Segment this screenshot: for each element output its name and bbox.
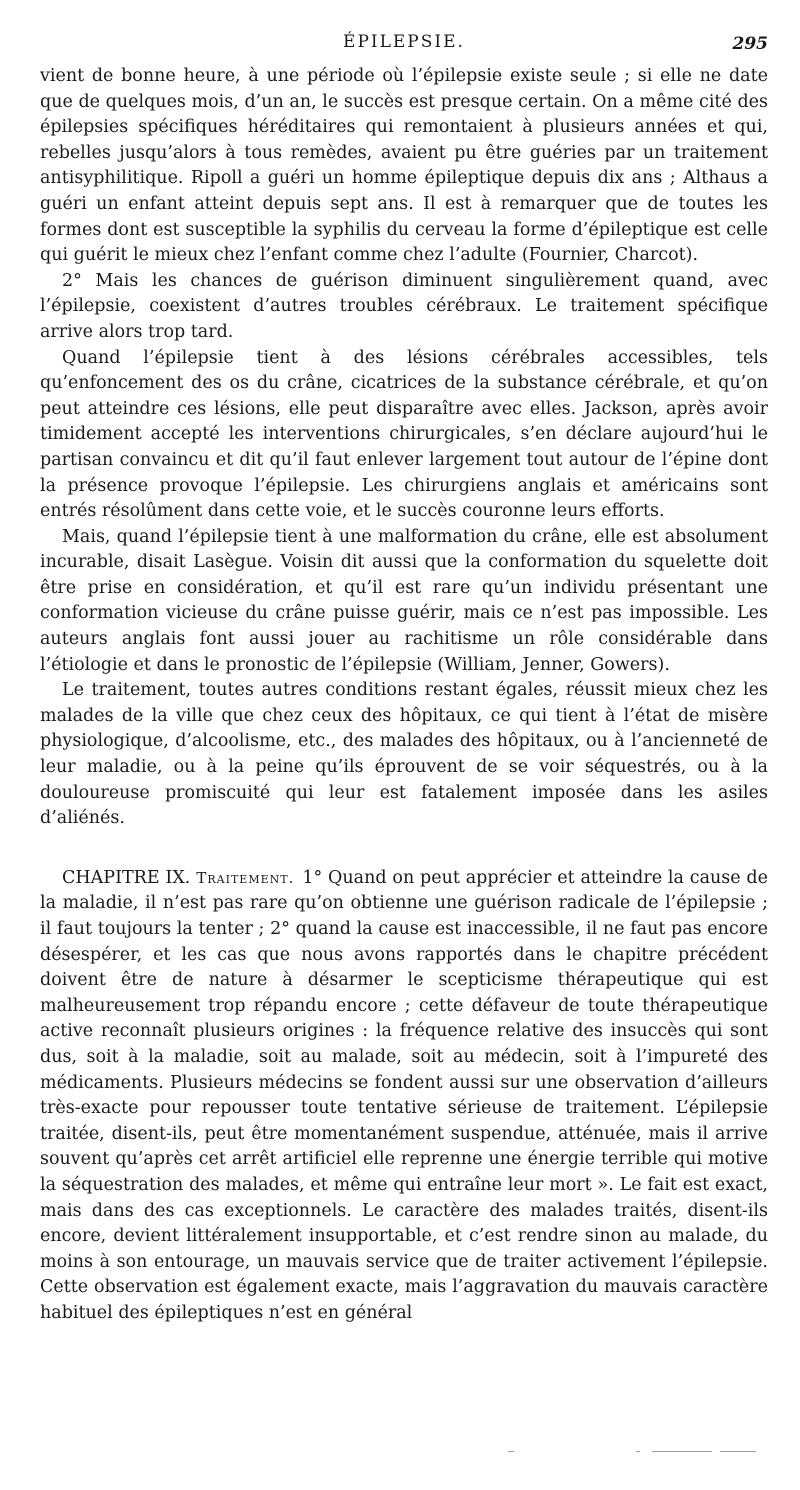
paragraph-4: Mais, quand l’épilepsie tient à une malformation du crâne, elle est absolument incurable, disait Lasègue. Voisin dit aussi que la conformation du squelette doit être prise en considération, et qu’il est rare qu’un individu présentant une conformation vicieuse du crâne puisse guérir, mais ce n’est pas impossible. Les auteurs anglais font aussi jouer au rachitisme un rôle considérable dans l’étiologie et dans le pronostic de l’épilepsie (William, Jenner, Gowers). bbox=[40, 526, 768, 675]
scan-mark bbox=[636, 1451, 640, 1452]
paragraph-1: vient de bonne heure, à une période où l’épilepsie existe seule ; si elle ne date que de quelques mois, d’un an, le succès est presque certain. On a même cité des épilepsies spécifiques héréditaires qui remontaient à plusieurs années et qui, rebelles jusqu’alors à tous remèdes, avaient pu être guéries par un traitement antisyphilitique. Ripoll a guéri un homme épileptique depuis dix ans ; Althaus a guéri un enfant atteint depuis sept ans. Il est à remarquer que de toutes les formes dont est susceptible la syphilis du cerveau la forme d’épileptique est celle qui guérit le mieux chez l’enfant comme chez l’adulte (Fournier, Charcot). bbox=[40, 66, 768, 266]
paragraph-3: Quand l’épilepsie tient à des lésions cérébrales accessibles, tels qu’enfoncement des os du crâne, cicatrices de la substance cérébrale, et qu’on peut atteindre ces lésions, elle peut disparaître avec elles. Jackson, après avoir timidement accepté les interventions chirurgicales, s’en déclare aujourd’hui le partisan convaincu et dit qu’il faut enlever largement tout autour de l’épine dont la présence provoque l’épilepsie. Les chirurgiens anglais et américains sont entrés résolûment dans cette voie, et le succès couronne leurs efforts. bbox=[40, 347, 768, 522]
body-text bbox=[40, 64, 768, 832]
section-label: Traitement. bbox=[196, 868, 295, 887]
scan-mark bbox=[508, 1451, 514, 1452]
paragraph-2: 2° Mais les chances de guérison diminuent singulièrement quand, avec l’épilepsie, coexistent d’autres troubles cérébraux. Le traitement spécifique arrive alors trop tard. bbox=[40, 270, 768, 342]
chapter-paragraph bbox=[40, 866, 768, 1327]
book-page bbox=[40, 28, 768, 1327]
running-head bbox=[40, 28, 768, 58]
page-number: 295 bbox=[732, 34, 768, 54]
paragraph-5: Le traitement, toutes autres conditions restant égales, réussit mieux chez les malades de la ville que chez ceux des hôpitaux, ce qui tient à l’état de misère physiologique, d’alcoolisme, etc., des malades des hôpitaux, ou à l’ancienneté de leur maladie, ou à la peine qu’ils éprouvent de se voir séquestrés, ou à la douloureuse promiscuité qui leur est fatalement imposée dans les asiles d’aliénés. bbox=[40, 680, 768, 829]
chapter-heading: CHAPITRE IX. bbox=[62, 867, 191, 888]
chapter-section bbox=[40, 866, 768, 1327]
running-title: ÉPILEPSIE. bbox=[343, 32, 465, 52]
scan-mark bbox=[720, 1451, 756, 1452]
chapter-text: 1° Quand on peut apprécier et atteindre la cause de la maladie, il n’est pas rare qu’on obtienne une guérison radicale de l’épilepsie ; il faut toujours la tenter ; 2° quand la cause est inaccessible, il ne faut pas encore désespérer, et les cas que nous avons rapportés dans le chapitre précédent doivent être de nature à désarmer le scepticisme thérapeutique qui est malheureusement trop répandu encore ; cette défaveur de toute thérapeutique active reconnaît plusieurs origines : la fréquence relative des insuccès qui sont dus, soit à la maladie, soit au malade, soit au médecin, soit à l’impureté des médicaments. Plusieurs médecins se fondent aussi sur une observation d’ailleurs très-exacte pour repousser toute tentative sérieuse de traitement. L’épilepsie traitée, disent-ils, peut être momentanément suspendue, atténuée, mais il arrive souvent qu’après cet arrêt artificiel elle reprenne une énergie terrible qui motive la séquestration des malades, et même qui entraîne leur mort ». Le fait est exact, mais dans des cas exceptionnels. Le caractère des malades traités, disent-ils encore, devient littéralement insupportable, et c’est rendre sinon au malade, du moins à son entourage, un mauvais service que de traiter activement l’épilepsie. Cette observation est également exacte, mais l’aggravation du mauvais caractère habituel des épileptiques n’est en général bbox=[40, 867, 768, 1323]
scan-mark bbox=[652, 1451, 712, 1452]
bottom-scan-marks bbox=[0, 1446, 800, 1458]
